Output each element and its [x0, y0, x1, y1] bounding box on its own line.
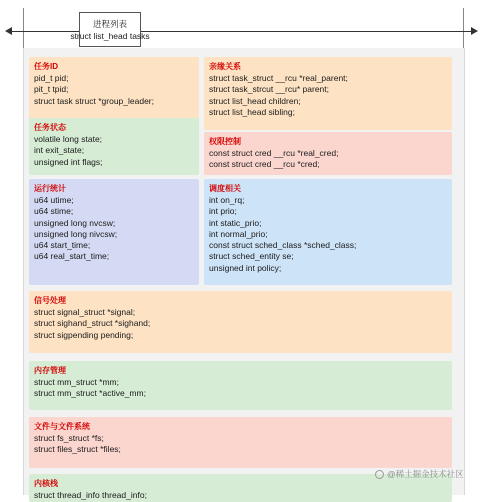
stats-line: u64 stime;	[34, 206, 74, 217]
task-id-line: pit_t tpid;	[34, 84, 69, 95]
scheduling-line: int static_prio;	[209, 217, 262, 228]
memory-title: 内存管理	[34, 366, 66, 375]
signal-line: struct sigpending pending;	[34, 329, 134, 340]
scheduling-title: 调度相关	[209, 184, 241, 193]
task-id-box	[29, 57, 199, 120]
watermark	[375, 468, 464, 480]
signal-line: struct sighand_struct *sighand;	[34, 318, 151, 329]
task-state-title: 任务状态	[34, 123, 66, 132]
process-list-title: 进程列表	[92, 18, 127, 29]
arrow-right-icon	[471, 27, 478, 35]
arrow-left-icon	[5, 27, 12, 35]
permission-box	[204, 132, 452, 175]
scheduling-box	[204, 179, 452, 285]
kernel-stack-title: 内核栈	[34, 479, 58, 488]
scheduling-line: struct sched_entity se;	[209, 251, 294, 262]
process-list-box	[70, 12, 150, 47]
files-line: struct files_struct *files;	[34, 444, 121, 455]
scheduling-line: unsigned int policy;	[209, 262, 282, 273]
stats-title: 运行统计	[34, 184, 66, 193]
stats-box	[29, 179, 199, 285]
juejin-logo-icon	[375, 470, 384, 479]
permission-line: const struct cred __rcu *real_cred;	[209, 148, 339, 158]
signal-box	[29, 291, 452, 353]
watermark-text: @稀土掘金技术社区	[387, 469, 464, 479]
signal-line: struct signal_struct *signal;	[34, 307, 136, 317]
left-boundary-line	[23, 8, 24, 48]
process-list-code: struct list_head tasks	[70, 30, 150, 41]
task-state-line: unsigned int flags;	[34, 156, 103, 167]
stats-line: unsigned long nvcsw;	[34, 217, 116, 228]
files-title: 文件与文件系统	[34, 422, 90, 431]
task-id-title: 任务ID	[34, 62, 58, 71]
task-id-line: struct task struct *group_leader;	[34, 95, 155, 106]
stats-line: u64 real_start_time;	[34, 251, 110, 262]
scheduling-line: const struct sched_class *sched_class;	[209, 240, 357, 251]
relations-line: struct list_head children;	[209, 95, 301, 106]
kernel-stack-line: struct thread_info thread_info;	[34, 490, 147, 500]
permission-line: const struct cred __rcu *cred;	[209, 159, 320, 170]
relations-line: struct list_head sibling;	[209, 106, 295, 117]
relations-title: 亲缘关系	[209, 62, 241, 71]
files-line: struct fs_struct *fs;	[34, 433, 104, 443]
stats-line: unsigned long nivcsw;	[34, 228, 118, 239]
task-struct-container	[23, 48, 465, 500]
relations-line: struct task_strcut __rcu* parent;	[209, 84, 329, 95]
permission-title: 权限控制	[209, 137, 241, 146]
relations-box	[204, 57, 452, 130]
scheduling-line: int on_rq;	[209, 195, 245, 205]
memory-line: struct mm_struct *active_mm;	[34, 388, 146, 399]
files-box	[29, 417, 452, 468]
task-state-box	[29, 118, 199, 175]
memory-line: struct mm_struct *mm;	[34, 377, 120, 387]
relations-line: struct task_struct __rcu *real_parent;	[209, 73, 348, 83]
task-state-line: int exit_state;	[34, 145, 85, 156]
task-id-line: pid_t pid;	[34, 73, 69, 83]
right-boundary-line	[463, 8, 464, 48]
memory-box	[29, 361, 452, 410]
signal-title: 信号处理	[34, 296, 66, 305]
task-state-line: volatile long state;	[34, 134, 103, 144]
scheduling-line: int normal_prio;	[209, 228, 268, 239]
scheduling-line: int prio;	[209, 206, 237, 217]
stats-line: u64 start_time;	[34, 240, 91, 251]
stats-line: u64 utime;	[34, 195, 74, 205]
